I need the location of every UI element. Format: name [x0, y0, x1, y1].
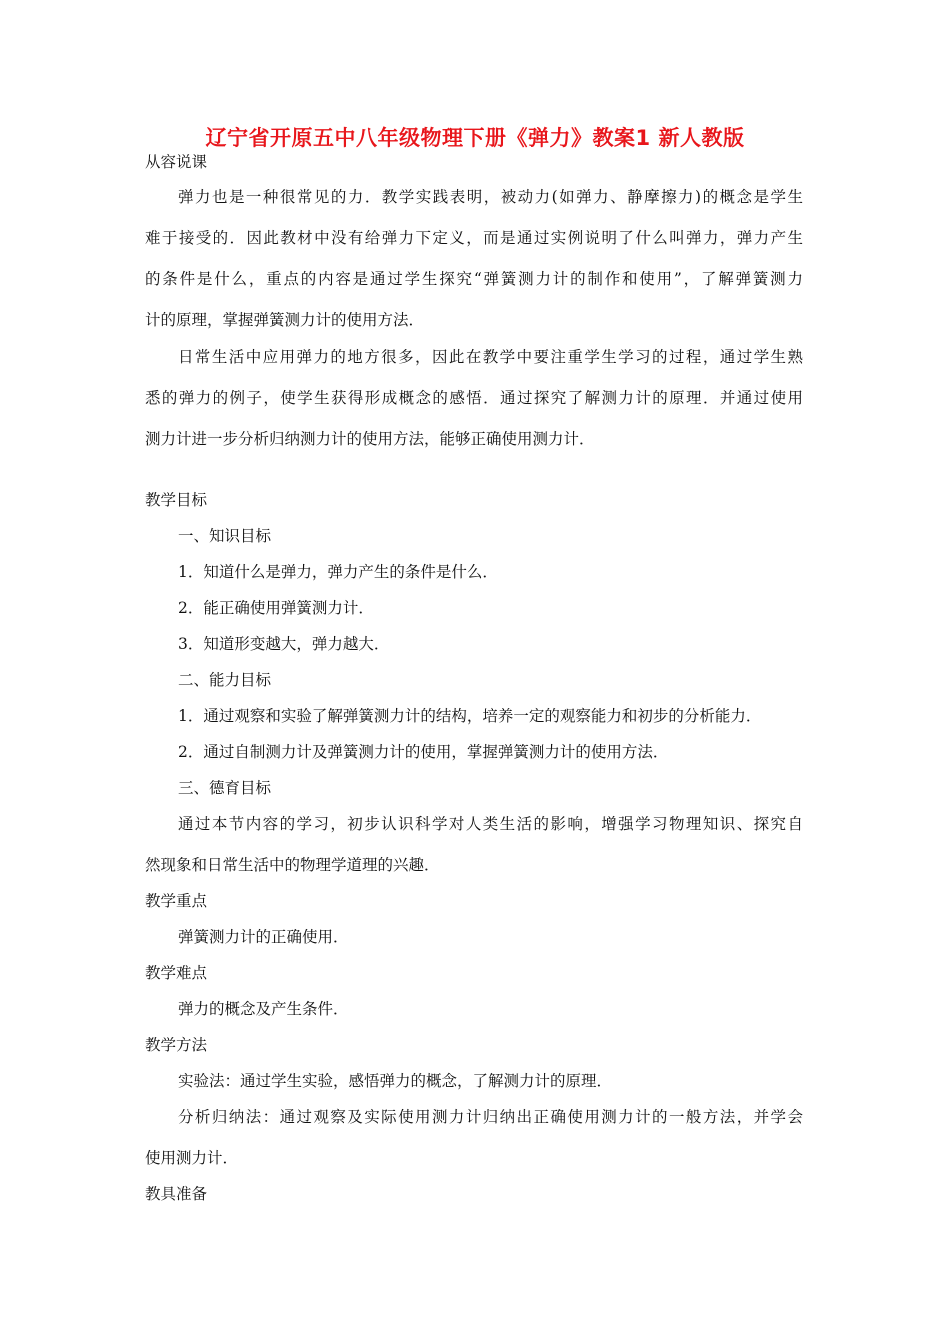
- section-heading-key-points: 教学重点: [145, 892, 208, 910]
- section-heading-difficulties: 教学难点: [145, 964, 208, 982]
- list-item: 1．通过观察和实验了解弹簧测力计的结构，培养一定的观察能力和初步的分析能力．: [178, 707, 762, 725]
- subheading-knowledge: 一、知识目标: [178, 527, 272, 545]
- paragraph-line: 实验法：通过学生实验，感悟弹力的概念，了解测力计的原理．: [178, 1072, 613, 1090]
- subheading-ability: 二、能力目标: [178, 671, 272, 689]
- paragraph-line: 测力计进一步分析归纳测力计的使用方法，能够正确使用测力计．: [145, 430, 595, 448]
- paragraph-line: 弹力的概念及产生条件．: [178, 1000, 349, 1018]
- list-item: 1．知道什么是弹力，弹力产生的条件是什么．: [178, 563, 498, 581]
- paragraph-line: 计的原理，掌握弹簧测力计的使用方法．: [145, 311, 425, 329]
- list-item: 3．知道形变越大，弹力越大．: [178, 635, 390, 653]
- paragraph-line: 悉的弹力的例子，使学生获得形成概念的感悟．通过探究了解测力计的原理．并通过使用: [145, 389, 803, 407]
- paragraph-line: 使用测力计．: [145, 1149, 239, 1167]
- section-heading-methods: 教学方法: [145, 1036, 208, 1054]
- paragraph-line: 难于接受的．因此教材中没有给弹力下定义，而是通过实例说明了什么叫弹力，弹力产生: [145, 229, 803, 247]
- paragraph-line: 日常生活中应用弹力的地方很多，因此在教学中要注重学生学习的过程，通过学生熟: [178, 348, 803, 366]
- paragraph-line: 的条件是什么，重点的内容是通过学生探究“弹簧测力计的制作和使用”，了解弹簧测力: [145, 270, 803, 288]
- paragraph-line: 通过本节内容的学习，初步认识科学对人类生活的影响，增强学习物理知识、探究自: [178, 815, 803, 833]
- paragraph-line: 分析归纳法：通过观察及实际使用测力计归纳出正确使用测力计的一般方法，并学会: [178, 1108, 803, 1126]
- list-item: 2．能正确使用弹簧测力计．: [178, 599, 374, 617]
- subheading-moral: 三、德育目标: [178, 779, 272, 797]
- list-item: 2．通过自制测力计及弹簧测力计的使用，掌握弹簧测力计的使用方法．: [178, 743, 669, 761]
- paragraph-line: 弹簧测力计的正确使用．: [178, 928, 349, 946]
- section-heading-teaching-aids: 教具准备: [145, 1185, 208, 1203]
- document-title: 辽宁省开原五中八年级物理下册《弹力》教案1 新人教版: [205, 126, 745, 150]
- paragraph-line: 弹力也是一种很常见的力．教学实践表明，被动力(如弹力、静摩擦力)的概念是学生: [178, 188, 803, 206]
- section-heading-objectives: 教学目标: [145, 491, 208, 509]
- section-heading-lesson-talk: 从容说课: [145, 153, 208, 171]
- paragraph-line: 然现象和日常生活中的物理学道理的兴趣．: [145, 856, 440, 874]
